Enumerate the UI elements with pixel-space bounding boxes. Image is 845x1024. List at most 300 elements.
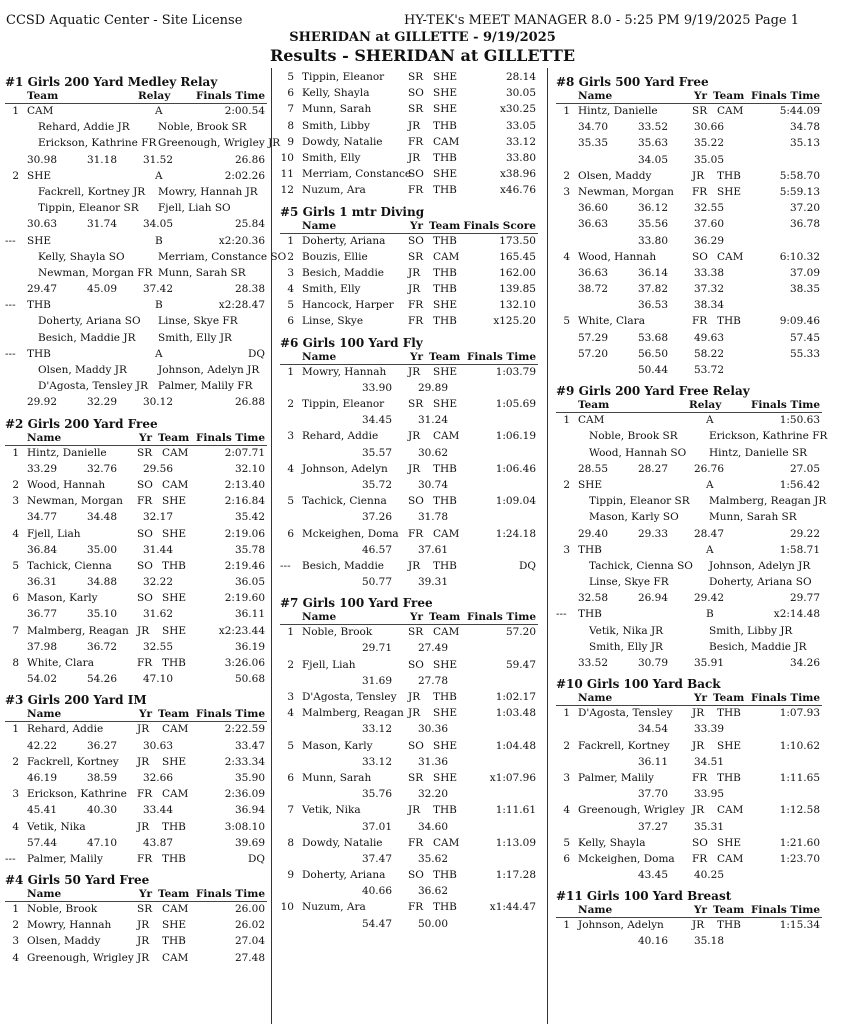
finals-time: 2:13.40	[224, 478, 265, 491]
split-time: 37.01	[361, 820, 392, 833]
finals-time: 162.00	[499, 266, 536, 279]
team: THB	[433, 559, 457, 572]
relay-letter: A	[706, 543, 714, 556]
swimmer-name: Greenough, Wrigley	[578, 804, 685, 817]
relay-swimmers-row	[5, 266, 267, 282]
result-row	[556, 803, 822, 819]
finals-time: 1:05.69	[495, 398, 536, 410]
column-header	[5, 90, 267, 104]
year: JR	[408, 462, 421, 475]
split-time: 34.77	[26, 511, 57, 524]
split-time: 30.12	[142, 396, 173, 409]
place: 6	[287, 771, 294, 784]
result-row	[5, 624, 267, 640]
split-time: 39.69	[234, 836, 265, 849]
team: THB	[433, 234, 457, 247]
split-time: 33.90	[361, 381, 392, 394]
finals-time: 1:50.63	[779, 414, 820, 427]
place: ---	[280, 559, 291, 572]
relay-letter: B	[155, 299, 163, 312]
year: FR	[692, 185, 708, 198]
team: SHE	[162, 755, 187, 768]
column-header	[5, 888, 267, 902]
relay-swimmers-row	[556, 446, 822, 462]
place: 10	[280, 901, 294, 914]
header-team: Team	[158, 888, 190, 901]
header-name: Name	[27, 431, 62, 444]
team: CAM	[162, 903, 189, 916]
finals-time: 57.20	[505, 626, 536, 639]
splits-row	[5, 510, 267, 526]
split-time: 36.62	[417, 885, 448, 898]
place: 11	[280, 168, 294, 181]
year: JR	[137, 820, 150, 833]
finals-time: 139.85	[499, 283, 536, 296]
place: 7	[287, 103, 294, 116]
relay-swimmer: Mason, Karly SO	[589, 511, 679, 524]
place: 4	[12, 951, 19, 964]
team: THB	[433, 869, 457, 882]
relay-swimmer: Rehard, Addie JR	[38, 121, 130, 134]
splits-row	[556, 591, 822, 607]
event-title: #8 Girls 500 Yard Free	[556, 75, 709, 89]
place: 1	[12, 105, 19, 117]
split-time: 34.51	[693, 755, 724, 768]
team: CAM	[433, 527, 460, 540]
swimmer-name: Hancock, Harper	[302, 299, 394, 312]
relay-swimmer: Palmer, Malily FR	[158, 380, 253, 393]
finals-time: x2:14.48	[773, 608, 820, 621]
team: THB	[433, 495, 457, 508]
swimmer-name: Tippin, Eleanor	[302, 71, 385, 83]
swimmer-name: Fjell, Liah	[27, 527, 81, 540]
split-time: 37.26	[361, 511, 392, 524]
splits-row	[556, 527, 822, 543]
finals-time: 173.50	[499, 234, 536, 247]
team: SHE	[162, 624, 187, 637]
year: SO	[137, 559, 153, 572]
year: FR	[408, 315, 424, 328]
split-time: 37.70	[637, 788, 668, 801]
relay-swimmer: Newman, Morgan FR	[38, 266, 153, 279]
swimmer-name: Smith, Libby	[302, 119, 370, 132]
header-team: Team	[713, 692, 745, 705]
finals-time: 5:58.70	[779, 169, 820, 182]
splits-row	[556, 787, 822, 803]
swimmer-name: Newman, Morgan	[578, 185, 674, 198]
split-time: 36.14	[637, 266, 668, 279]
split-time: 32.17	[142, 511, 173, 524]
header-relay: Relay	[138, 90, 171, 102]
swimmer-name: Palmer, Malily	[578, 771, 654, 784]
split-time: 31.24	[417, 414, 448, 427]
event-title: #4 Girls 50 Yard Free	[5, 873, 150, 888]
relay-swimmer: Smith, Libby JR	[709, 624, 793, 637]
splits-row	[556, 217, 822, 233]
team: THB	[433, 283, 457, 296]
place: 8	[287, 119, 294, 132]
year: SO	[408, 739, 424, 752]
team: SHE	[433, 771, 458, 784]
splits-row	[556, 201, 822, 217]
split-time: 32.66	[142, 771, 173, 784]
results-title: Results - SHERIDAN at GILLETTE	[269, 46, 576, 65]
place: 6	[287, 87, 294, 100]
year: JR	[408, 559, 421, 572]
finals-time: 33.80	[505, 151, 536, 164]
split-time: 37.60	[693, 218, 724, 231]
team: THB	[162, 657, 186, 669]
splits-row	[556, 820, 822, 836]
year: SR	[408, 771, 424, 784]
split-time: 35.90	[234, 771, 265, 784]
swimmer-name: Munn, Sarah	[302, 771, 372, 784]
year: JR	[408, 691, 421, 703]
splits-row	[556, 934, 822, 950]
team: THB	[162, 852, 186, 865]
finals-time: x125.20	[493, 315, 536, 328]
split-time: 36.63	[577, 266, 608, 279]
place: 8	[287, 836, 294, 849]
swimmer-name: Hintz, Danielle	[27, 446, 107, 459]
header-finals-time: Finals Time	[750, 399, 820, 412]
split-time: 37.32	[693, 283, 724, 296]
relay-swimmer: Wood, Hannah SO	[589, 446, 687, 459]
finals-time: 2:33.34	[224, 755, 265, 768]
splits-row	[556, 363, 822, 379]
relay-swimmers-row	[5, 120, 267, 136]
split-time: 26.88	[234, 396, 265, 409]
split-time: 37.82	[637, 283, 668, 296]
relay-swimmers-row	[5, 185, 267, 201]
splits-row	[556, 136, 822, 152]
finals-time: 6:10.32	[779, 250, 820, 263]
place: 2	[287, 658, 294, 671]
swimmer-name: Palmer, Malily	[27, 852, 103, 865]
team: CAM	[162, 723, 189, 736]
result-row	[280, 658, 538, 674]
swimmer-name: Erickson, Kathrine	[27, 788, 127, 801]
event-title: #9 Girls 200 Yard Free Relay	[556, 384, 750, 399]
split-time: 40.66	[361, 885, 392, 898]
results-column-3	[556, 68, 828, 951]
swimmer-name: Wood, Hannah	[578, 250, 657, 263]
relay-swimmer: Noble, Brook SR	[589, 430, 678, 443]
split-time: 34.45	[361, 414, 392, 427]
result-row	[5, 902, 267, 918]
team: THB	[162, 820, 186, 833]
team: SHE	[162, 919, 187, 932]
finals-time: 33.12	[505, 135, 536, 148]
finals-time: 28.14	[505, 71, 536, 83]
split-time: 35.13	[789, 137, 820, 150]
swimmer-name: Doherty, Ariana	[302, 869, 386, 882]
team: SHE	[433, 103, 458, 116]
splits-row	[5, 217, 267, 233]
swimmer-name: Vetik, Nika	[27, 820, 86, 833]
split-time: 32.22	[142, 576, 173, 589]
relay-swimmer: Tippin, Eleanor SR	[589, 495, 690, 508]
year: FR	[137, 852, 153, 865]
place: 5	[12, 559, 19, 572]
team: THB	[433, 119, 457, 132]
header-finals: Finals Time	[195, 888, 265, 901]
team: THB	[578, 608, 602, 621]
split-time: 31.36	[417, 755, 448, 768]
place: ---	[5, 852, 16, 865]
result-row	[5, 494, 267, 510]
column-header	[5, 708, 267, 722]
finals-time: 2:22.59	[224, 723, 265, 736]
finals-time: x38.96	[500, 168, 536, 181]
result-row	[280, 298, 538, 314]
team: CAM	[27, 105, 54, 117]
swimmer-name: Nuzum, Ara	[302, 901, 366, 914]
split-time: 29.92	[26, 396, 57, 409]
year: JR	[408, 119, 421, 132]
team: CAM	[433, 135, 460, 148]
team: SHE	[433, 168, 458, 181]
place: 5	[563, 315, 570, 328]
relay-swimmers-row	[5, 201, 267, 217]
year: FR	[408, 184, 424, 197]
result-row	[280, 119, 538, 135]
year: JR	[692, 739, 705, 752]
header-finals: Finals Time	[750, 692, 820, 705]
split-time: 29.42	[693, 592, 724, 605]
relay-letter: B	[155, 234, 163, 247]
split-time: 36.94	[234, 804, 265, 817]
event-title: #3 Girls 200 Yard IM	[5, 693, 147, 708]
place: 5	[287, 495, 294, 508]
place: 3	[12, 788, 19, 801]
split-time: 35.56	[637, 218, 668, 231]
swimmer-name: Linse, Skye	[302, 315, 364, 328]
splits-row	[280, 641, 538, 657]
splits-row	[5, 739, 267, 755]
team: SHE	[27, 234, 52, 247]
result-row	[280, 625, 538, 641]
finals-time: 2:16.84	[224, 495, 265, 508]
place: 2	[287, 398, 294, 410]
team: SHE	[27, 169, 52, 182]
relay-swimmers-row	[556, 575, 822, 591]
swimmer-name: Kelly, Shayla	[302, 87, 370, 100]
column-header	[280, 611, 538, 625]
relay-swimmer: Greenough, Wrigley JR	[158, 137, 281, 150]
team: THB	[433, 462, 457, 475]
team: THB	[433, 266, 457, 279]
header-yr: Yr	[139, 431, 153, 444]
place: 3	[563, 771, 570, 784]
result-row	[280, 900, 538, 916]
year: SO	[137, 592, 153, 605]
splits-row	[280, 852, 538, 868]
finals-time: x1:07.96	[489, 771, 536, 784]
swimmer-name: Noble, Brook	[302, 626, 373, 639]
split-time: 29.71	[361, 642, 392, 655]
relay-swimmers-row	[5, 379, 267, 395]
relay-swimmer: Fackrell, Kortney JR	[38, 185, 146, 198]
result-row	[556, 250, 822, 266]
event-title: #6 Girls 100 Yard Fly	[280, 335, 423, 350]
place: ---	[5, 347, 16, 360]
split-time: 55.33	[789, 347, 820, 360]
result-row	[5, 951, 267, 967]
result-row	[5, 918, 267, 934]
header-name: Name	[302, 350, 337, 363]
relay-swimmer: Hintz, Danielle SR	[709, 446, 808, 459]
split-time: 46.57	[361, 543, 392, 556]
column-header	[556, 90, 822, 104]
swimmer-name: White, Clara	[27, 657, 94, 669]
splits-row	[556, 462, 822, 478]
team: THB	[162, 935, 186, 948]
place: 3	[12, 495, 19, 508]
split-time: 37.09	[789, 266, 820, 279]
year: JR	[408, 430, 421, 443]
split-time: 58.22	[693, 347, 724, 360]
software-header: HY-TEK's MEET MANAGER 8.0 - 5:25 PM 9/19/2025 Page 1	[404, 13, 799, 28]
place: 2	[563, 739, 570, 752]
relay-swimmers-row	[5, 250, 287, 266]
swimmer-name: Hintz, Danielle	[578, 105, 658, 117]
finals-time: 1:58.71	[779, 543, 820, 556]
swimmer-name: Mckeighen, Doma	[302, 527, 399, 540]
split-time: 33.52	[637, 121, 668, 134]
split-time: 31.18	[86, 153, 117, 166]
result-row	[5, 934, 267, 950]
split-time: 31.44	[142, 543, 173, 556]
place: 6	[563, 852, 570, 865]
result-row	[280, 836, 538, 852]
year: SR	[692, 105, 708, 117]
split-time: 34.60	[417, 820, 448, 833]
year: JR	[137, 624, 150, 637]
split-time: 31.52	[142, 153, 173, 166]
relay-swimmer: Munn, Sarah SR	[709, 511, 797, 524]
split-time: 57.44	[26, 836, 57, 849]
split-time: 45.41	[26, 804, 57, 817]
place: 4	[12, 527, 19, 540]
split-time: 30.63	[26, 218, 57, 231]
year: SO	[408, 87, 424, 100]
split-time: 57.45	[789, 331, 820, 344]
split-time: 40.25	[693, 869, 724, 882]
splits-row	[556, 347, 822, 363]
swimmer-name: Smith, Elly	[302, 151, 361, 164]
event-title: #5 Girls 1 mtr Diving	[280, 204, 425, 219]
result-row	[280, 739, 538, 755]
year: SO	[137, 527, 153, 540]
split-time: 39.31	[417, 576, 448, 589]
team: CAM	[433, 626, 460, 639]
year: SR	[137, 903, 153, 916]
splits-row	[280, 787, 538, 803]
finals-time: 59.47	[505, 658, 536, 671]
result-row	[556, 607, 822, 623]
split-time: 29.56	[142, 462, 173, 475]
splits-row	[556, 331, 822, 347]
split-time: 34.78	[789, 121, 820, 134]
split-time: 29.33	[637, 527, 668, 540]
result-row	[280, 803, 538, 819]
place: 1	[287, 626, 294, 639]
year: SO	[408, 234, 424, 247]
split-time: 40.16	[637, 935, 668, 948]
result-row	[280, 282, 538, 298]
header-team: Team	[158, 431, 190, 444]
year: JR	[137, 755, 150, 768]
result-row	[280, 135, 538, 151]
swimmer-name: Tachick, Cienna	[302, 495, 387, 508]
column-header	[280, 351, 538, 365]
result-row	[556, 543, 822, 559]
place: 1	[563, 414, 570, 427]
team: THB	[578, 543, 602, 556]
split-time: 33.12	[361, 755, 392, 768]
team: SHE	[162, 495, 187, 508]
year: SR	[408, 626, 424, 639]
relay-swimmer: Munn, Sarah SR	[158, 266, 246, 279]
split-time: 38.72	[577, 283, 608, 296]
year: FR	[137, 495, 153, 508]
swimmer-name: Johnson, Adelyn	[578, 919, 664, 932]
results-column-1	[5, 68, 287, 967]
team: SHE	[162, 592, 187, 605]
result-row	[556, 413, 822, 429]
header-finals: Finals Time	[750, 904, 820, 917]
team: CAM	[162, 788, 189, 801]
relay-swimmer: Erickson, Kathrine FR	[709, 430, 828, 443]
relay-swimmer: Noble, Brook SR	[158, 121, 247, 134]
header-finals: Finals Score	[463, 219, 536, 232]
split-time: 36.12	[637, 202, 668, 215]
year: JR	[137, 935, 150, 948]
splits-row	[5, 803, 267, 819]
swimmer-name: Newman, Morgan	[27, 495, 123, 508]
finals-time: x2:28.47	[218, 299, 265, 312]
split-time: 38.35	[789, 283, 820, 296]
header-yr: Yr	[410, 350, 424, 363]
year: JR	[692, 804, 705, 817]
split-time: 26.94	[637, 592, 668, 605]
year: SO	[408, 495, 424, 508]
place: 1	[12, 446, 19, 459]
result-row	[280, 70, 538, 86]
header-team: Team	[429, 611, 461, 624]
splits-row	[556, 153, 822, 169]
relay-swimmer: Johnson, Adelyn JR	[158, 364, 260, 376]
finals-time: x1:44.47	[489, 901, 536, 914]
swimmer-name: Mowry, Hannah	[27, 919, 112, 932]
place: 2	[12, 169, 19, 182]
relay-letter: A	[706, 414, 714, 427]
split-time: 50.44	[637, 364, 668, 376]
team: CAM	[433, 430, 460, 443]
splits-row	[280, 884, 538, 900]
result-row	[280, 365, 538, 381]
result-row	[5, 478, 267, 494]
swimmer-name: Dowdy, Natalie	[302, 836, 383, 849]
event-title: #10 Girls 100 Yard Back	[556, 677, 721, 692]
split-time: 53.72	[693, 364, 724, 376]
result-row	[5, 169, 267, 185]
header-team: Team	[429, 219, 461, 232]
year: JR	[408, 804, 421, 817]
team: THB	[27, 347, 51, 360]
year: FR	[408, 135, 424, 148]
